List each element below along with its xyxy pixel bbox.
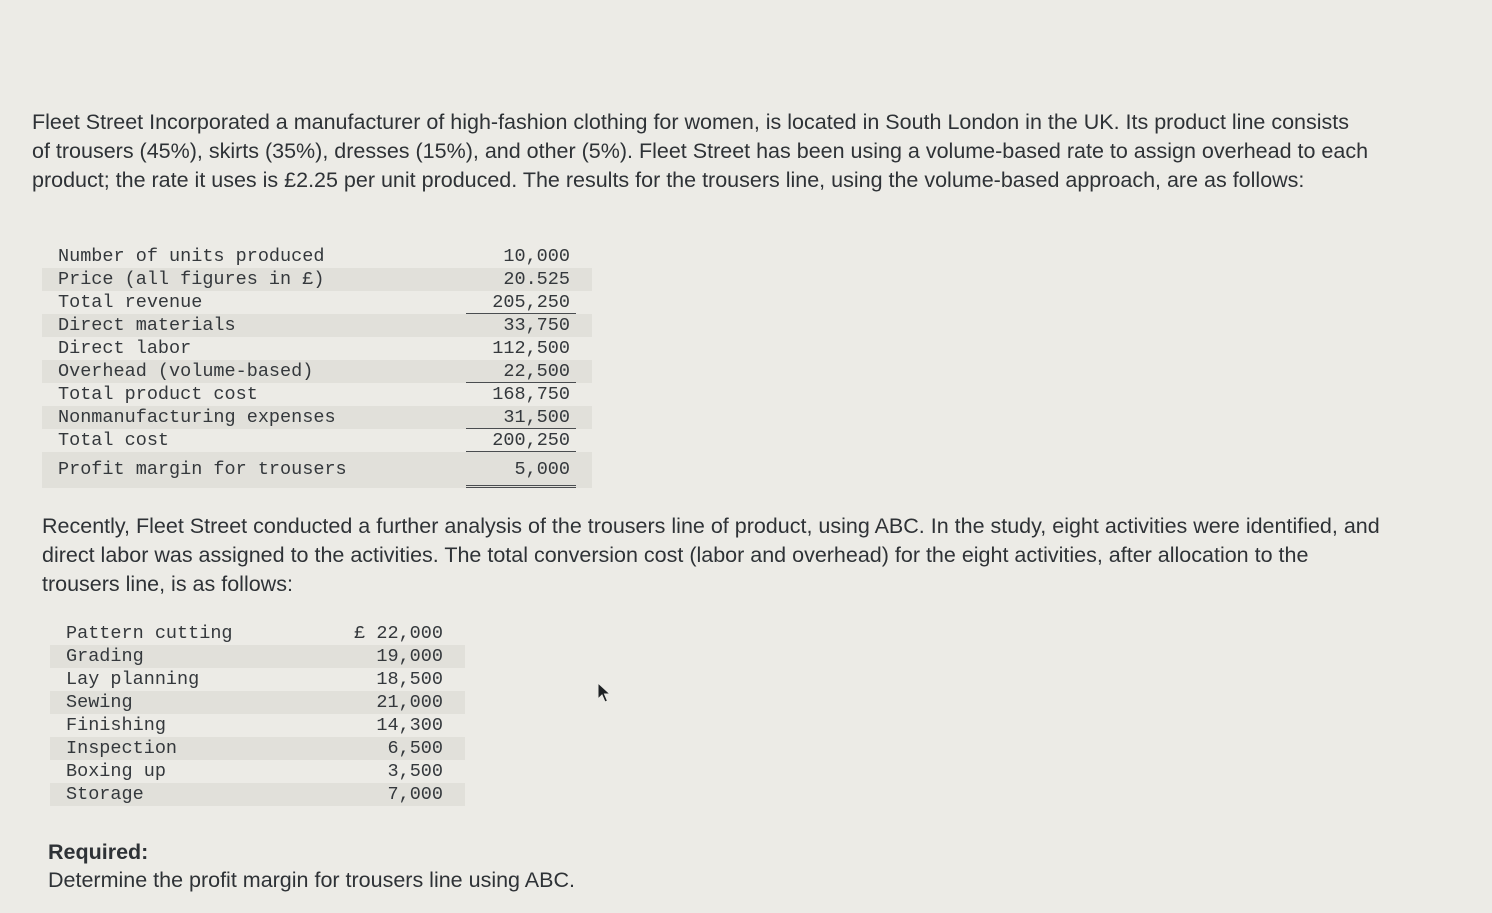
row-value: 18,500 (376, 669, 443, 690)
mouse-pointer-icon (597, 682, 613, 704)
row-label: Finishing (66, 715, 166, 736)
row-label: Grading (66, 646, 144, 667)
row-value: 10,000 (503, 246, 570, 267)
row-value: 3,500 (387, 761, 443, 782)
table-row (42, 291, 592, 314)
table-row (42, 383, 592, 406)
required-question: Determine the profit margin for trousers line using ABC. (48, 868, 575, 892)
row-value: 205,250 (466, 291, 576, 314)
row-value: 14,300 (376, 715, 443, 736)
volume-based-results-table (42, 245, 592, 488)
row-label: Inspection (66, 738, 178, 759)
row-value: 5,000 (466, 452, 576, 488)
table-row (42, 314, 592, 337)
row-label: Pattern cutting (66, 623, 233, 644)
row-label: Total product cost (58, 384, 258, 405)
table-row (42, 452, 592, 488)
row-label: Direct labor (58, 338, 192, 359)
row-value: 21,000 (376, 692, 443, 713)
table-row (42, 429, 592, 452)
table-row (42, 406, 592, 429)
row-label: Storage (66, 784, 144, 805)
row-value: 112,500 (492, 338, 570, 359)
required-heading: Required: (48, 840, 149, 864)
row-value: 6,500 (387, 738, 443, 759)
row-value: £ 22,000 (354, 623, 443, 644)
row-value: 19,000 (376, 646, 443, 667)
row-value: 33,750 (503, 315, 570, 336)
table-row (50, 691, 465, 714)
row-label: Nonmanufacturing expenses (58, 407, 336, 428)
table-row (50, 737, 465, 760)
table-row (50, 668, 465, 691)
table-row (50, 714, 465, 737)
abc-analysis-paragraph: Recently, Fleet Street conducted a further analysis of the trousers line of product, using ABC. In the study, eight activities were identified, and direct labor was assigned to the activities. The total conversion cost (labor and overhead) for the eight activities, after allocation to the trousers line, is as follows: (42, 514, 1380, 596)
row-value: 20.525 (503, 269, 570, 290)
row-label: Profit margin for trousers (58, 459, 347, 480)
table-row (42, 245, 592, 268)
table-row (50, 622, 465, 645)
row-label: Total cost (58, 430, 170, 451)
row-value: 168,750 (492, 384, 570, 405)
row-value: 7,000 (387, 784, 443, 805)
table-row (50, 760, 465, 783)
row-label: Total revenue (58, 292, 203, 313)
table-row (42, 268, 592, 291)
activity-cost-table (50, 622, 465, 806)
table-row (50, 645, 465, 668)
table-row (50, 783, 465, 806)
row-value: 200,250 (466, 429, 576, 452)
row-value: 31,500 (466, 406, 576, 429)
row-label: Number of units produced (58, 246, 325, 267)
row-label: Boxing up (66, 761, 166, 782)
row-label: Sewing (66, 692, 133, 713)
required-section (48, 838, 575, 894)
intro-paragraph: Fleet Street Incorporated a manufacturer of high-fashion clothing for women, is located in South London in the UK. Its product line consists of trousers (45%), skirts (35%), dresses (15%), and other (5%). Fleet Street has been using a volume-based rate to assign overhead to each product; the rate it uses is £2.25 per unit produced. The results for the trousers line, using the volume-based approach, are as follows: (32, 110, 1369, 192)
row-value: 22,500 (466, 360, 576, 383)
table-row (42, 337, 592, 360)
row-label: Price (all figures in £) (58, 269, 325, 290)
row-label: Direct materials (58, 315, 236, 336)
table-row (42, 360, 592, 383)
row-label: Overhead (volume-based) (58, 361, 314, 382)
row-label: Lay planning (66, 669, 200, 690)
